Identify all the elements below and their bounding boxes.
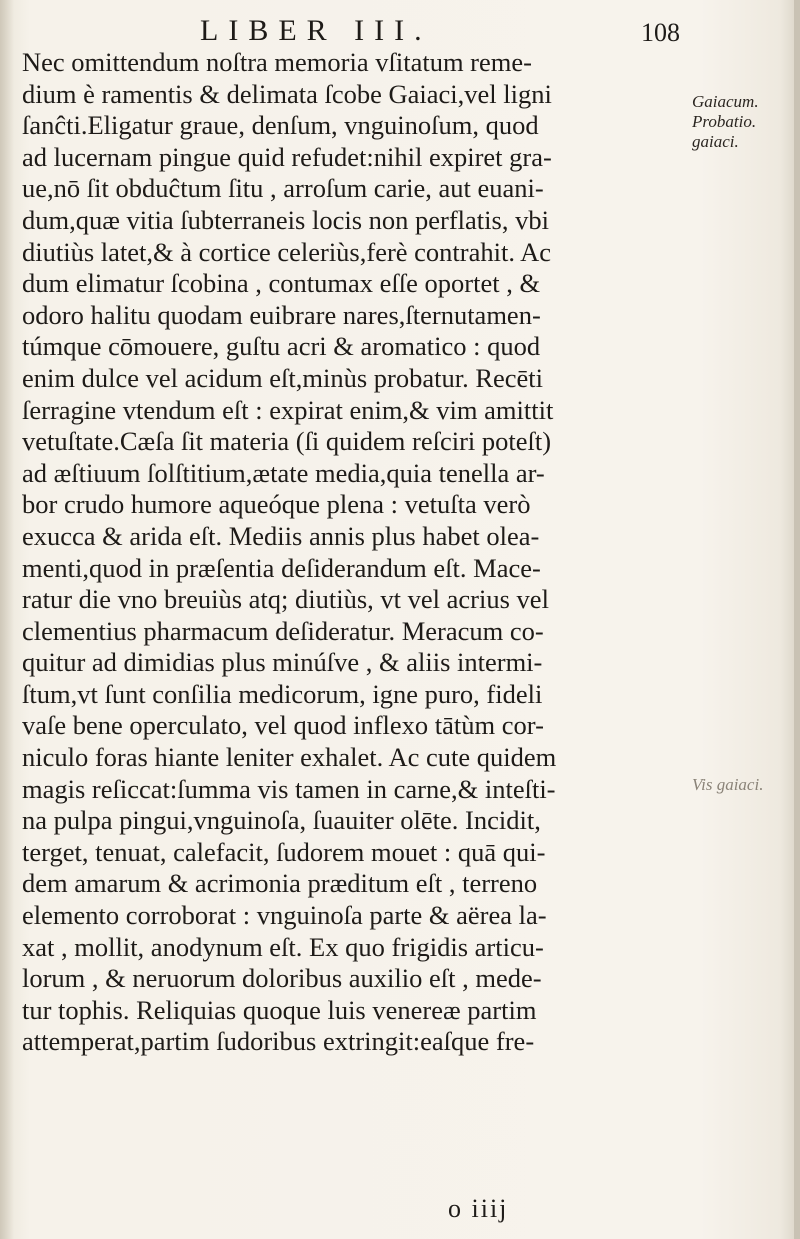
signature-mark: o iiij — [448, 1194, 509, 1223]
text-line: elemento corroborat : vnguinoſa parte & aërea la- — [22, 900, 547, 931]
text-line: dem amarum & acrimonia præditum eſt , terreno — [22, 868, 538, 899]
text-line: ratur die vno breuiùs atq; diutiùs, vt vel acrius vel — [22, 584, 549, 615]
text-line: dum elimatur ſcobina , contumax eſſe oportet , & — [22, 268, 541, 299]
text-line: exucca & arida eſt. Mediis annis plus habet olea- — [22, 520, 540, 551]
body-text — [22, 47, 682, 1058]
page-edge — [794, 0, 800, 1239]
text-line: ſerragine vtendum eſt : expirat enim,& vim amittit — [22, 394, 554, 425]
text-line: dium è ramentis & delimata ſcobe Gaiaci,vel ligni — [22, 78, 552, 109]
gutter-shadow — [0, 0, 14, 1239]
margin-note-line: Vis gaiaci. — [692, 775, 764, 794]
text-line: túmque cōmouere, guſtu acri & aromatico : quod — [22, 331, 541, 362]
text-line: ſtum,vt ſunt conſilia medicorum, igne puro, fideli — [22, 678, 543, 709]
text-line: ſanĉti.Eligatur graue, denſum, vnguinoſum, quod — [22, 110, 539, 141]
text-line: lorum , & neruorum doloribus auxilio eſt , mede- — [22, 963, 542, 994]
page-number: 108 — [641, 18, 680, 47]
text-line: xat , mollit, anodynum eſt. Ex quo frigidis articu- — [22, 931, 544, 962]
text-line: vaſe bene operculato, vel quod inflexo tātùm cor- — [22, 710, 544, 741]
text-line: enim dulce vel acidum eſt,minùs probatur. Recēti — [22, 362, 544, 393]
text-line: quitur ad dimidias plus minúſve , & aliis intermi- — [22, 647, 543, 678]
text-line: terget, tenuat, calefacit, ſudorem mouet : quā qui- — [22, 836, 546, 867]
text-line: dum,quæ vitia ſubterraneis locis non perflatis, vbi — [22, 204, 549, 235]
margin-note-vis-gaiaci — [692, 775, 800, 795]
text-line: na pulpa pingui,vnguinoſa, ſuauiter olēte. Incidit, — [22, 805, 541, 836]
running-title: LIBER III. — [200, 14, 432, 47]
text-line: Nec omittendum noſtra memoria vſitatum reme- — [22, 47, 532, 77]
text-line: odoro halitu quodam euibrare nares,ſternutamen- — [22, 299, 541, 330]
text-line: bor crudo humore aqueóque plena : vetuſta verò — [22, 489, 531, 520]
text-line: vetuſtate.Cæſa ſit materia (ſi quidem reſciri poteſt) — [22, 426, 552, 457]
margin-note-gaiacum — [692, 92, 800, 152]
text-line: menti,quod in præſentia deſiderandum eſt. Mace- — [22, 552, 541, 583]
text-line: niculo foras hiante leniter exhalet. Ac cute quidem — [22, 742, 557, 773]
text-line: diutiùs latet,& à cortice celeriùs,ferè contrahit. Ac — [22, 236, 552, 267]
text-line: clementius pharmacum deſideratur. Meracum co- — [22, 615, 544, 646]
text-line: ue,nō ſit obduĉtum ſitu , arroſum carie, aut euani- — [22, 173, 544, 204]
text-line: ad lucernam pingue quid refudet:nihil expiret gra- — [22, 141, 552, 172]
text-line: attemperat,partim ſudoribus extringit:eaſque fre- — [22, 1026, 535, 1057]
text-line: magis reſiccat:ſumma vis tamen in carne,& inteſti- — [22, 773, 556, 804]
margin-note-line: Gaiacum. — [692, 92, 759, 111]
text-line: ad æſtiuum ſolſtitium,ætate media,quia tenella ar- — [22, 457, 545, 488]
text-line: tur tophis. Reliquias quoque luis venereæ partim — [22, 994, 537, 1025]
margin-note-line: Probatio. — [692, 112, 757, 131]
margin-note-line: gaiaci. — [692, 132, 739, 151]
